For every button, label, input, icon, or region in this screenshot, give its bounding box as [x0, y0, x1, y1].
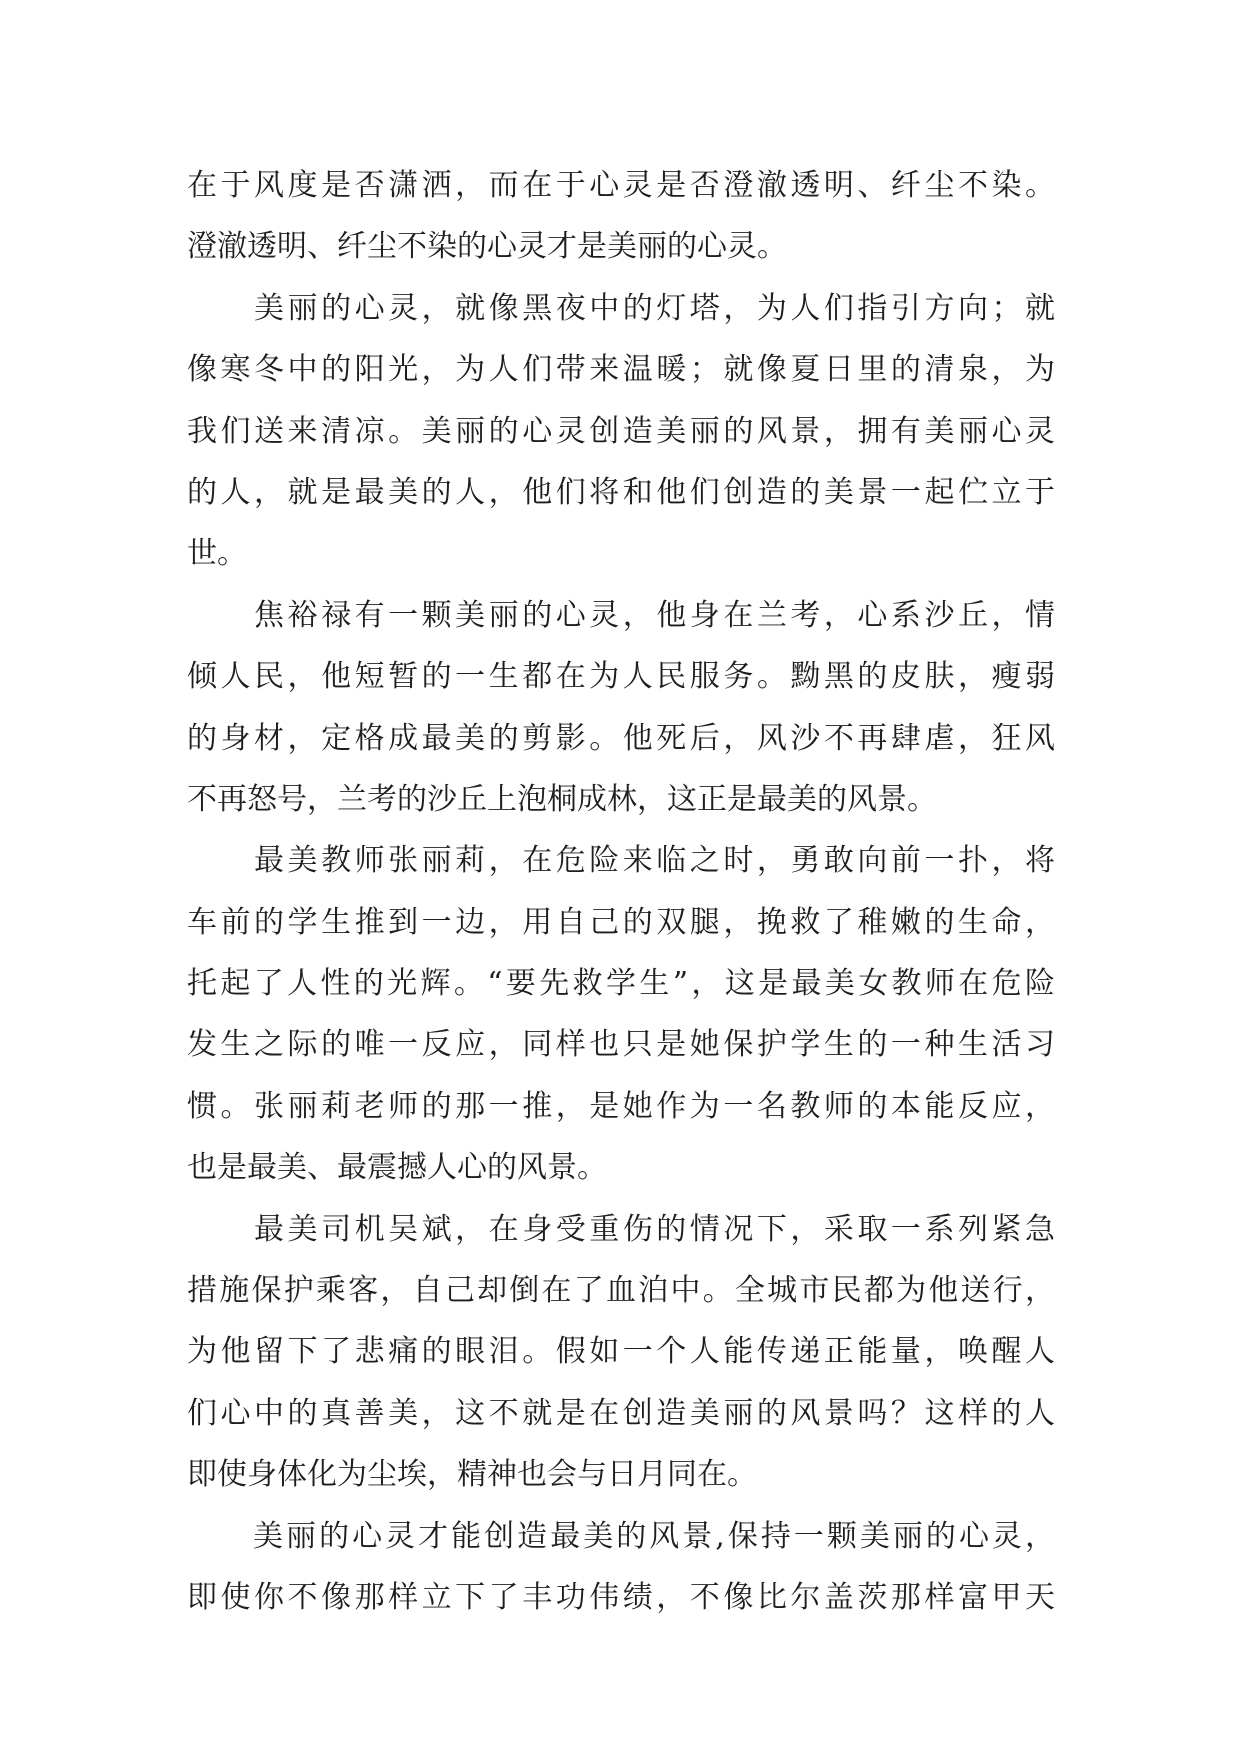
text-line: 焦裕禄有一颗美丽的心灵，他身在兰考，心系沙丘，情: [187, 597, 1055, 633]
text-line: 的身材，定格成最美的剪影。他死后，风沙不再肆虐，狂风: [187, 720, 1055, 756]
essay-body: [187, 155, 1055, 1628]
text-line: 像寒冬中的阳光，为人们带来温暖；就像夏日里的清泉，为: [187, 352, 1055, 388]
text-line: 不再怒号，兰考的沙丘上泡桐成林，这正是最美的风景。: [187, 781, 937, 817]
text-line: 最美司机吴斌，在身受重伤的情况下，采取一系列紧急: [187, 1211, 1055, 1247]
text-line: 也是最美、最震撼人心的风景。: [187, 1150, 607, 1186]
text-line: 车前的学生推到一边，用自己的双腿，挽救了稚嫩的生命，: [187, 904, 1055, 940]
text-line: 我们送来清凉。美丽的心灵创造美丽的风景，拥有美丽心灵: [187, 413, 1055, 449]
text-line: 措施保护乘客，自己却倒在了血泊中。全城市民都为他送行，: [187, 1273, 1055, 1309]
text-line: 最美教师张丽莉，在危险来临之时，勇敢向前一扑，将: [187, 843, 1055, 879]
text-line: 倾人民，他短暂的一生都在为人民服务。黝黑的皮肤，瘦弱: [187, 659, 1055, 695]
text-line: 们心中的真善美，这不就是在创造美丽的风景吗？这样的人: [187, 1395, 1055, 1431]
text-line: 澄澈透明、纤尘不染的心灵才是美丽的心灵。: [187, 229, 787, 265]
text-line: 即使你不像那样立下了丰功伟绩，不像比尔盖茨那样富甲天: [187, 1579, 1055, 1615]
text-line: 发生之际的唯一反应，同样也只是她保护学生的一种生活习: [187, 1027, 1055, 1063]
text-line: 惯。张丽莉老师的那一推，是她作为一名教师的本能反应，: [187, 1088, 1055, 1124]
text-line: 在于风度是否潇洒，而在于心灵是否澄澈透明、纤尘不染。: [187, 168, 1055, 203]
text-line: 美丽的心灵才能创造最美的风景,保持一颗美丽的心灵，: [187, 1518, 1055, 1554]
text-line: 托起了人性的光辉。“要先救学生”，这是最美女教师在危险: [187, 966, 1055, 1002]
text-line: 即使身体化为尘埃，精神也会与日月同在。: [187, 1457, 757, 1493]
text-line: 为他留下了悲痛的眼泪。假如一个人能传递正能量，唤醒人: [187, 1334, 1055, 1370]
text-line: 世。: [187, 536, 247, 572]
text-line: 的人，就是最美的人，他们将和他们创造的美景一起伫立于: [187, 474, 1055, 510]
text-line: 美丽的心灵，就像黑夜中的灯塔，为人们指引方向；就: [187, 290, 1055, 326]
